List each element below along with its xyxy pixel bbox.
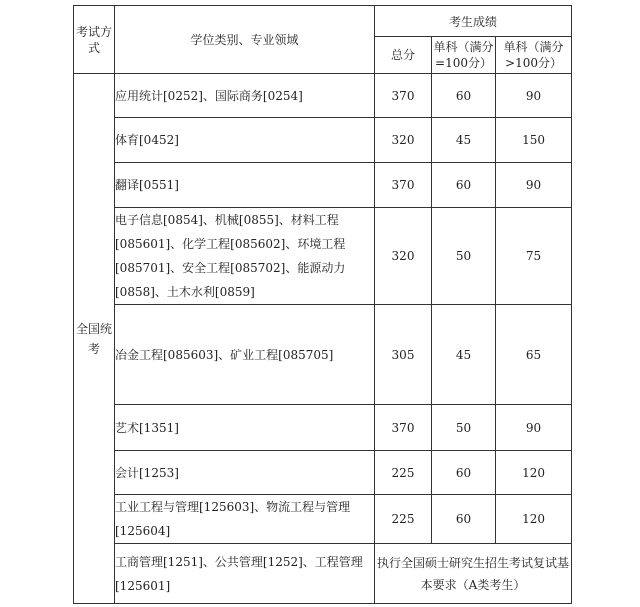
header-category: 学位类别、专业领域: [115, 6, 375, 74]
single-100-cell: 60: [432, 451, 496, 495]
single-100-cell: 45: [432, 305, 496, 405]
single-gt100-cell: 90: [496, 405, 572, 451]
table-row: [74, 495, 572, 544]
category-cell: 电子信息[0854]、机械[0855]、材料工程[085601]、化学工程[085602]、环境工程[085701]、安全工程[085702]、能源动力[0858]、土木水利[0859]: [115, 208, 375, 305]
exam-method-cell: 全国统考: [74, 74, 115, 604]
single-100-cell: 60: [432, 163, 496, 208]
table-row: [74, 305, 572, 405]
single-100-cell: 60: [432, 74, 496, 118]
header-scores: 考生成绩: [375, 6, 572, 37]
total-score-cell: 370: [375, 405, 432, 451]
single-100-cell: 50: [432, 208, 496, 305]
table-row: [74, 544, 572, 604]
score-requirements-table: [73, 5, 572, 604]
table-row: [74, 74, 572, 118]
single-100-cell: 60: [432, 495, 496, 544]
category-cell: 工商管理[1251]、公共管理[1252]、工程管理[125601]: [115, 544, 375, 604]
header-single-100: 单科（满分=100分）: [432, 37, 496, 74]
total-score-cell: 320: [375, 118, 432, 163]
single-gt100-cell: 90: [496, 74, 572, 118]
total-score-cell: 370: [375, 74, 432, 118]
header-row-1: [74, 6, 572, 37]
category-cell: 冶金工程[085603]、矿业工程[085705]: [115, 305, 375, 405]
header-single-gt100: 单科（满分>100分）: [496, 37, 572, 74]
single-gt100-cell: 75: [496, 208, 572, 305]
single-gt100-cell: 120: [496, 451, 572, 495]
single-100-cell: 50: [432, 405, 496, 451]
table-row: [74, 451, 572, 495]
single-gt100-cell: 120: [496, 495, 572, 544]
single-100-cell: 45: [432, 118, 496, 163]
table-row: [74, 405, 572, 451]
header-total: 总分: [375, 37, 432, 74]
category-cell: 艺术[1351]: [115, 405, 375, 451]
single-gt100-cell: 65: [496, 305, 572, 405]
single-gt100-cell: 150: [496, 118, 572, 163]
table-row: [74, 118, 572, 163]
single-gt100-cell: 90: [496, 163, 572, 208]
total-score-cell: 225: [375, 451, 432, 495]
total-score-cell: 305: [375, 305, 432, 405]
total-score-cell: 370: [375, 163, 432, 208]
header-exam-method: 考试方式: [74, 6, 115, 74]
category-cell: 会计[1253]: [115, 451, 375, 495]
total-score-cell: 225: [375, 495, 432, 544]
total-score-cell: 320: [375, 208, 432, 305]
category-cell: 应用统计[0252]、国际商务[0254]: [115, 74, 375, 118]
table-row: [74, 163, 572, 208]
category-cell: 工业工程与管理[125603]、物流工程与管理[125604]: [115, 495, 375, 544]
category-cell: 体育[0452]: [115, 118, 375, 163]
category-cell: 翻译[0551]: [115, 163, 375, 208]
table-row: [74, 208, 572, 305]
retest-requirement-cell: 执行全国硕士研究生招生考试复试基本要求（A类考生）: [375, 544, 572, 604]
